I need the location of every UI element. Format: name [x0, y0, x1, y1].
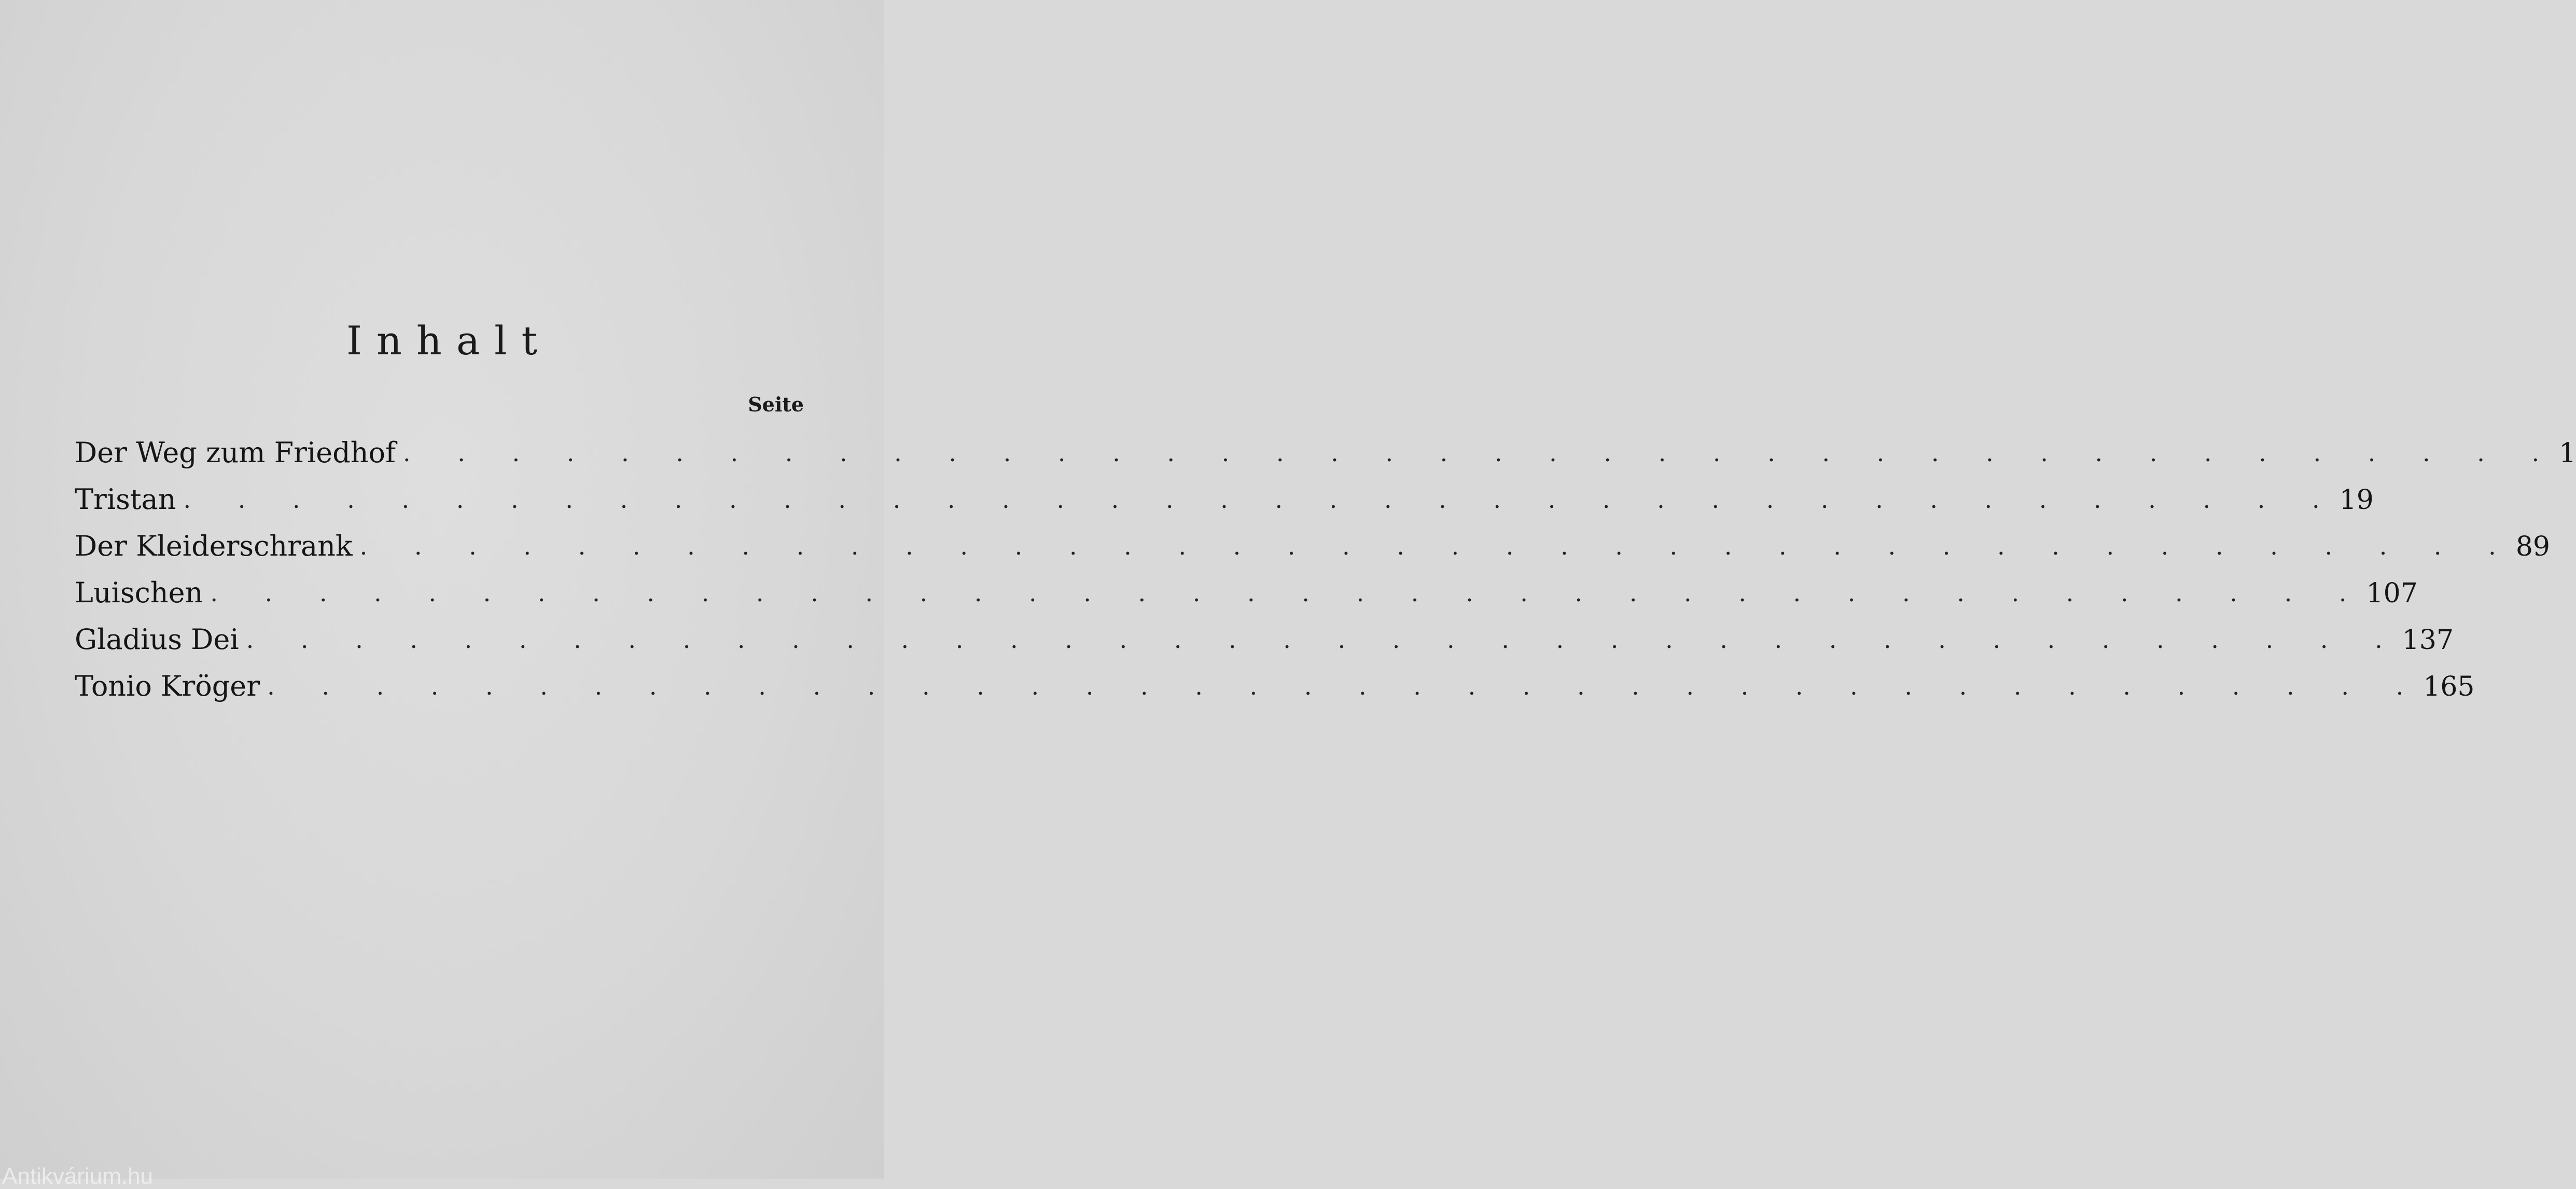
dot-leader: . . . . . . . . . . . . . . . . . . . . . . . . . . . . . . . . . . . . . . . . [183, 486, 2340, 514]
toc-entry-title: Tristan [75, 483, 176, 516]
dot-leader: . . . . . . . . . . . . . . . . . . . . . . . . . . . . . . . . . . . . . . . . [267, 672, 2424, 700]
toc-entry-title: Der Weg zum Friedhof [75, 436, 396, 469]
toc-entry-title: Luischen [75, 576, 203, 609]
dot-leader: . . . . . . . . . . . . . . . . . . . . . . . . . . . . . . . . . . . . . . . . [402, 439, 2559, 467]
toc-entry-title: Gladius Dei [75, 623, 239, 656]
toc-heading: Inhalt [346, 317, 552, 364]
dot-leader: . . . . . . . . . . . . . . . . . . . . . . . . . . . . . . . . . . . . . . . . [359, 532, 2516, 560]
toc-entry [75, 560, 2418, 609]
toc-entry-title: Der Kleiderschrank [75, 530, 353, 562]
dot-leader: . . . . . . . . . . . . . . . . . . . . . . . . . . . . . . . . . . . . . . . . [210, 579, 2366, 607]
toc-entry-page: 19 [2339, 485, 2374, 516]
watermark: Antikvárium.hu [2, 1164, 154, 1189]
toc-entry-page: 137 [2402, 625, 2454, 656]
toc-entry [75, 654, 2475, 702]
toc-entry-page: 1 [2559, 438, 2576, 469]
dot-leader: . . . . . . . . . . . . . . . . . . . . . . . . . . . . . . . . . . . . . . . . [246, 626, 2402, 654]
page-column-label: Seite [748, 393, 804, 416]
toc-entry-page: 107 [2366, 578, 2418, 609]
toc-entry-page: 89 [2515, 531, 2550, 562]
toc-entry-page: 165 [2423, 671, 2475, 702]
toc-entry [75, 420, 2576, 469]
toc-entry [75, 514, 2550, 562]
toc-entry-title: Tonio Kröger [75, 670, 260, 702]
toc-entry [75, 467, 2374, 516]
table-of-contents [75, 420, 2576, 702]
toc-entry [75, 607, 2454, 656]
